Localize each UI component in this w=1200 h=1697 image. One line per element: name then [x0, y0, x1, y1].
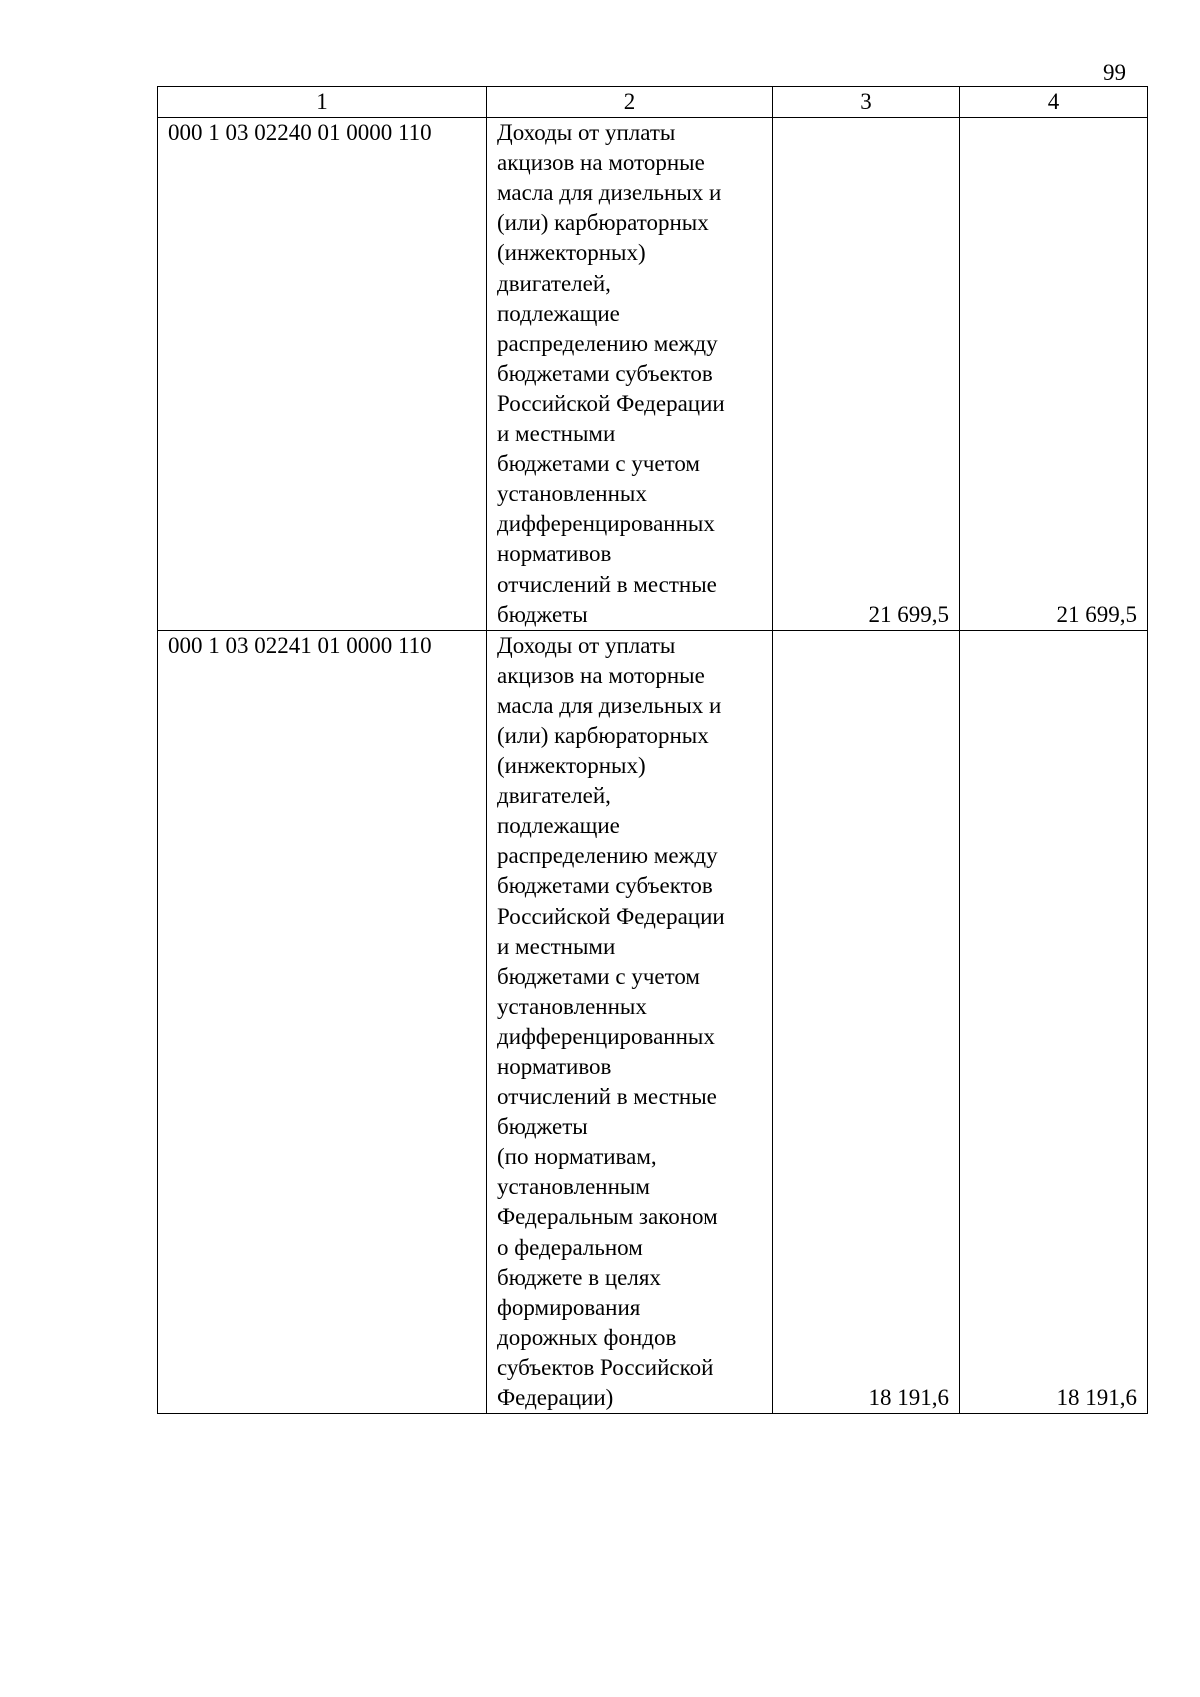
amount-cell-col4: 18 191,6 [960, 630, 1148, 1413]
column-header: 3 [773, 87, 960, 118]
amount-cell-col4: 21 699,5 [960, 118, 1148, 631]
column-header: 1 [158, 87, 487, 118]
revenue-name-cell: Доходы от уплаты акцизов на моторные масла для дизельных и (или) карбюраторных (инжекторных) двигателей, подлежащие распределению между бюджетами субъектов Российской Федерации и местными бюджетами с учетом установленных дифференцированных нормативов отчислений в местные бюджеты [487, 118, 773, 631]
table-header-row [158, 87, 1148, 118]
page-number: 99 [1103, 60, 1126, 85]
budget-code-cell: 000 1 03 02240 01 0000 110 [158, 118, 487, 631]
table-row [158, 118, 1148, 631]
budget-revenue-table [157, 86, 1148, 1414]
amount-cell-col3: 18 191,6 [773, 630, 960, 1413]
table-row [158, 630, 1148, 1413]
budget-code-cell: 000 1 03 02241 01 0000 110 [158, 630, 487, 1413]
column-header: 4 [960, 87, 1148, 118]
amount-cell-col3: 21 699,5 [773, 118, 960, 631]
column-header: 2 [487, 87, 773, 118]
revenue-name-cell: Доходы от уплаты акцизов на моторные масла для дизельных и (или) карбюраторных (инжекторных) двигателей, подлежащие распределению между бюджетами субъектов Российской Федерации и местными бюджетами с учетом установленных дифференцированных нормативов отчислений в местные бюджеты (по нормативам, установленным Федеральным законом о федеральном бюджете в целях формирования дорожных фондов субъектов Российской Федерации) [487, 630, 773, 1413]
